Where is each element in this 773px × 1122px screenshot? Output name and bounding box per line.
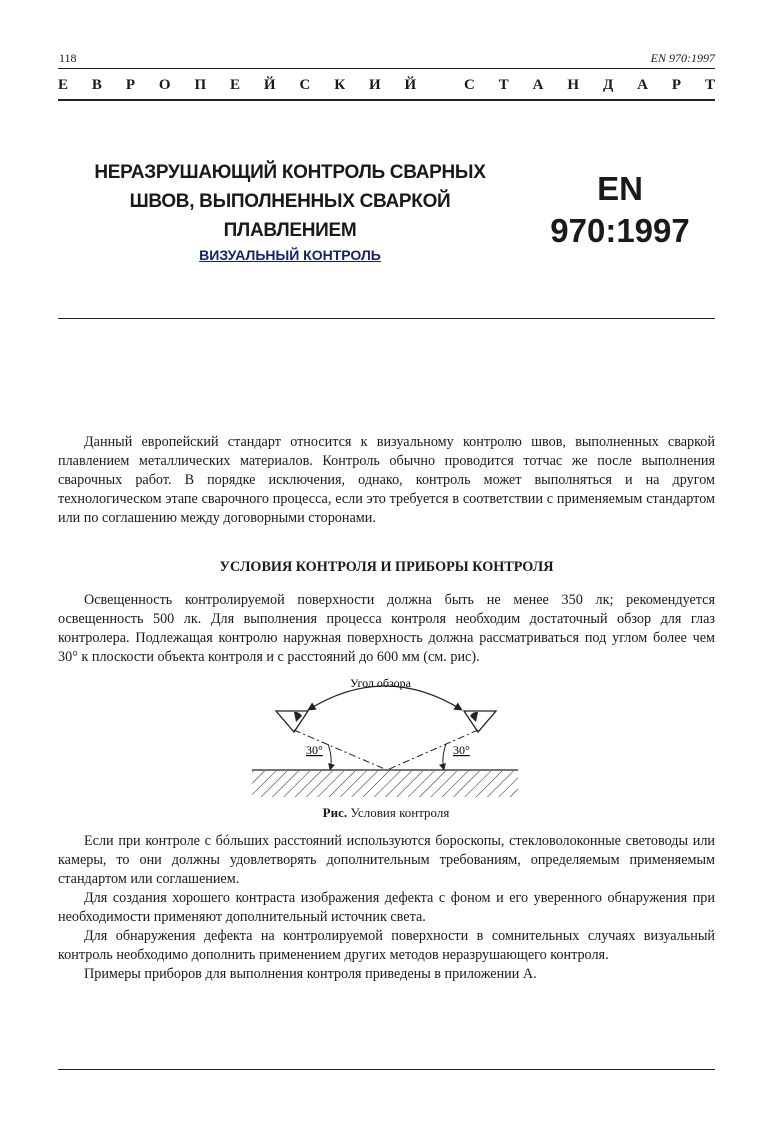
surface-hatching: [252, 771, 518, 797]
paragraph-text: Примеры приборов для выполнения контроля приведены в приложении А.: [84, 966, 537, 982]
header-rule-thick: [58, 99, 715, 101]
band-letter: Т: [498, 77, 509, 93]
band-letter: К: [334, 77, 346, 93]
standard-id: 970:1997: [550, 212, 690, 249]
band-letter: А: [532, 77, 544, 93]
band-letter: Н: [567, 77, 580, 93]
right-angle-arc: [443, 744, 446, 770]
band-letter: Д: [602, 77, 614, 93]
band-letter: Й: [263, 77, 276, 93]
band-letter: Е: [58, 77, 69, 93]
band-letter: В: [91, 77, 102, 93]
band-letter: Е: [230, 77, 241, 93]
inspection-conditions-figure: [250, 672, 522, 804]
paragraph-text: Освещенность контролируемой поверхности должна быть не менее 350 лк; рекомендуется освещенность 500 лк. Для выполнения процесса контроля необходим достаточный обзор для глаз контролера. Подлежащая контролю наружная поверхность должна рассматриваться под углом более чем 30° к плоскости объекта контроля и с расстояний до 600 мм (см. рис).: [58, 592, 715, 665]
band-letter: С: [464, 77, 475, 93]
title-line: ПЛАВЛЕНИЕМ: [223, 220, 357, 241]
figure-caption: [250, 805, 522, 821]
left-angle-label: 30°: [306, 743, 323, 757]
right-eye-icon: [464, 711, 496, 732]
band-letter: Т: [704, 77, 715, 93]
right-angle-label: 30°: [453, 743, 470, 757]
title-line: НЕРАЗРУШАЮЩИЙ КОНТРОЛЬ СВАРНЫХ: [94, 162, 486, 183]
left-angle-arc: [328, 744, 331, 770]
band-letter: Й: [404, 77, 417, 93]
closing-paragraphs: [58, 832, 715, 984]
title-rule: [58, 318, 715, 319]
band-letter: Р: [671, 77, 682, 93]
left-eye-icon: [276, 711, 308, 732]
standard-prefix: EN: [597, 170, 643, 207]
standard-number: [530, 168, 710, 252]
header-rule-thin: [58, 68, 715, 69]
paragraph-text: Для обнаружения дефекта на контролируемой поверхности в сомнительных случаях визуальный контроль необходимо дополнить применением других методов неразрушающего контроля.: [58, 928, 715, 963]
title-line: ШВОВ, ВЫПОЛНЕННЫХ СВАРКОЙ: [129, 191, 451, 212]
caption-prefix: Рис.: [322, 805, 348, 820]
footer-rule: [58, 1069, 715, 1070]
document-title: [80, 158, 500, 265]
view-angle-label: Угол обзора: [350, 676, 411, 690]
section-heading: УСЛОВИЯ КОНТРОЛЯ И ПРИБОРЫ КОНТРОЛЯ: [219, 559, 554, 575]
band-letter: А: [637, 77, 648, 93]
european-standard-band: [58, 77, 715, 97]
band-letter: П: [194, 77, 207, 93]
page-number: 118: [59, 51, 77, 65]
band-letter: Р: [125, 77, 135, 93]
header-standard-code: EN 970:1997: [650, 51, 715, 65]
band-letter: И: [368, 77, 381, 93]
paragraph-text: Данный европейский стандарт относится к визуальному контролю швов, выполненных сваркой плавлением металлических материалов. Контроль обычно проводится тотчас же после выполнения сварочных работ. В порядке исключения, однако, контроль может выполняться и на другом технологическом этапе сварочного процесса, если это требуется в соответствии с применяемым стандартом или по соглашению между договорными сторонами.: [58, 434, 715, 526]
intro-paragraph: [58, 433, 715, 528]
paragraph-text: Для создания хорошего контраста изображения дефекта с фоном и его уверенного обнаружения при необходимости применяют дополнительный источник света.: [58, 890, 715, 925]
caption-text: Условия контроля: [347, 805, 450, 820]
section-paragraph: [58, 591, 715, 667]
band-letter: О: [158, 77, 171, 93]
document-subtitle: ВИЗУАЛЬНЫЙ КОНТРОЛЬ: [199, 247, 381, 263]
paragraph-text: Если при контроле с бóльших расстояний используются бороскопы, стекловолоконные световоды или камеры, то они должны удовлетворять дополнительным требованиям, определяемым применяемым стандартом или соглашением.: [58, 833, 715, 887]
band-letter: С: [299, 77, 311, 93]
